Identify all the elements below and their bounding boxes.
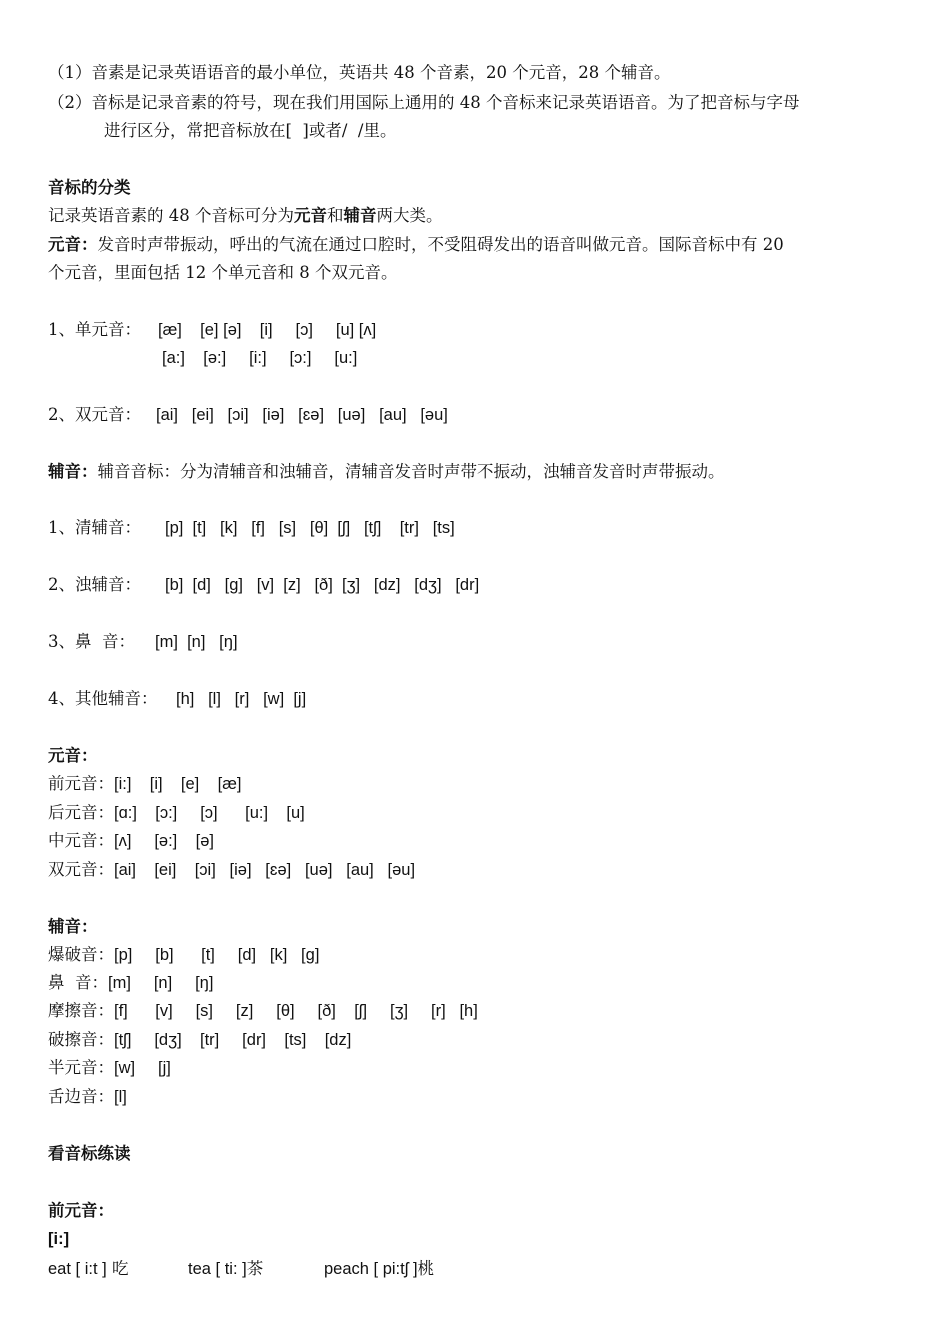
vowel-row-label: 中元音： [48, 831, 114, 850]
practice-sub-heading: 前元音： [48, 1201, 114, 1220]
classification-heading: 音标的分类 [48, 178, 131, 197]
diphthong-label: 2、双元音： [48, 405, 141, 424]
intro-bold-vowel: 元音 [294, 206, 327, 225]
intro-line-1: （1）音素是记录英语语音的最小单位，英语共 48 个音素，20 个元音，28 个辅音。 [48, 63, 671, 82]
consonants-heading: 辅音： [48, 917, 98, 936]
voiceless-row: [p] [t] [k] [f] [s] [θ] [ʃ] [tʃ] [tr] [ts] [165, 519, 455, 537]
vowel-row [48, 774, 241, 794]
practice-symbol: [i:] [48, 1230, 70, 1248]
practice-word-meaning: 茶 [246, 1259, 264, 1278]
intro-suffix: 两大类。 [376, 206, 443, 225]
consonant-row-label: 鼻 音： [48, 973, 108, 992]
other-consonant-label: 4、其他辅音： [48, 689, 158, 708]
practice-word-meaning: 吃 [106, 1259, 129, 1278]
voiced-label: 2、浊辅音： [48, 575, 141, 594]
consonant-row-label: 破擦音： [48, 1030, 114, 1049]
vowel-row-symbols: [ʌ] [ə:] [ə] [114, 832, 214, 850]
consonant-row [48, 1001, 478, 1021]
vowel-row [48, 831, 214, 851]
consonant-row-symbols: [w] [j] [114, 1059, 171, 1077]
classification-intro [48, 206, 443, 226]
consonant-row-symbols: [m] [n] [ŋ] [108, 974, 214, 992]
practice-heading: 看音标练读 [48, 1144, 131, 1163]
consonant-row [48, 973, 213, 993]
vowel-row-symbols: [ai] [ei] [ɔi] [iə] [ɛə] [uə] [au] [əu] [114, 861, 416, 879]
consonant-text: 辅音音标：分为清辅音和浊辅音，清辅音发音时声带不振动，浊辅音发音时声带振动。 [97, 462, 725, 481]
consonant-row-symbols: [p] [b] [t] [d] [k] [g] [114, 946, 320, 964]
consonant-row [48, 1030, 351, 1050]
consonant-definition [48, 462, 725, 482]
intro-line-2: （2）音标是记录音素的符号，现在我们用国际上通用的 48 个音标来记录英语语音。为了把音标与字母 [48, 93, 800, 112]
practice-word-meaning: 桃 [417, 1259, 435, 1278]
vowel-row-symbols: [ɑ:] [ɔ:] [ɔ] [u:] [u] [114, 804, 305, 822]
vowel-row-symbols: [i:] [i] [e] [æ] [114, 775, 242, 793]
intro-line-3: 进行区分，常把音标放在[ ]或者/ /里。 [104, 121, 397, 140]
consonant-row-symbols: [f] [v] [s] [z] [θ] [ð] [ʃ] [ʒ] [r] [h] [114, 1002, 478, 1020]
other-consonant-row: [h] [l] [r] [w] [j] [176, 690, 307, 708]
consonant-row-label: 摩擦音： [48, 1001, 114, 1020]
practice-word-text: tea [ ti: ] [188, 1260, 247, 1278]
consonant-label: 辅音： [48, 462, 98, 481]
voiced-row: [b] [d] [g] [v] [z] [ð] [ʒ] [dz] [dʒ] [dr] [165, 576, 480, 594]
nasal-row: [m] [n] [ŋ] [155, 633, 238, 651]
diphthong-row: [ai] [ei] [ɔi] [iə] [ɛə] [uə] [au] [əu] [156, 406, 448, 424]
consonant-row-label: 舌边音： [48, 1087, 114, 1106]
consonant-row [48, 945, 319, 965]
consonant-row-symbols: [tʃ] [dʒ] [tr] [dr] [ts] [dz] [114, 1031, 352, 1049]
vowel-row-label: 双元音： [48, 860, 114, 879]
monophthong-row-1: [æ] [e] [ə] [i] [ɔ] [u] [ʌ] [158, 321, 377, 339]
intro-mid: 和 [327, 206, 344, 225]
consonant-row [48, 1058, 171, 1078]
practice-word [48, 1259, 128, 1279]
monophthong-row-2: [a:] [ə:] [i:] [ɔ:] [u:] [162, 349, 358, 367]
practice-word-text: eat [ i:t ] [48, 1260, 107, 1278]
intro-bold-consonant: 辅音 [343, 206, 377, 225]
vowels-heading: 元音： [48, 746, 98, 765]
voiceless-label: 1、清辅音： [48, 518, 141, 537]
nasal-label: 3、鼻 音： [48, 632, 135, 651]
consonant-row-label: 半元音： [48, 1058, 114, 1077]
vowel-definition-cont: 个元音，里面包括 12 个单元音和 8 个双元音。 [48, 263, 398, 282]
monophthong-label: 1、单元音： [48, 320, 141, 339]
vowel-row [48, 860, 415, 880]
practice-word [188, 1259, 263, 1279]
consonant-row-symbols: [l] [114, 1088, 127, 1106]
consonant-row [48, 1087, 127, 1107]
practice-word-text: peach [ pi:tʃ ] [324, 1260, 418, 1278]
vowel-row [48, 803, 305, 823]
consonant-row-label: 爆破音： [48, 945, 114, 964]
vowel-label: 元音： [48, 235, 98, 254]
vowel-definition [48, 235, 784, 255]
vowel-row-label: 后元音： [48, 803, 114, 822]
intro-prefix: 记录英语音素的 48 个音标可分为 [48, 206, 294, 225]
vowel-text-1: 发音时声带振动，呼出的气流在通过口腔时，不受阻碍发出的语音叫做元音。国际音标中有 20 [97, 235, 784, 254]
practice-word [324, 1259, 434, 1279]
vowel-row-label: 前元音： [48, 774, 114, 793]
